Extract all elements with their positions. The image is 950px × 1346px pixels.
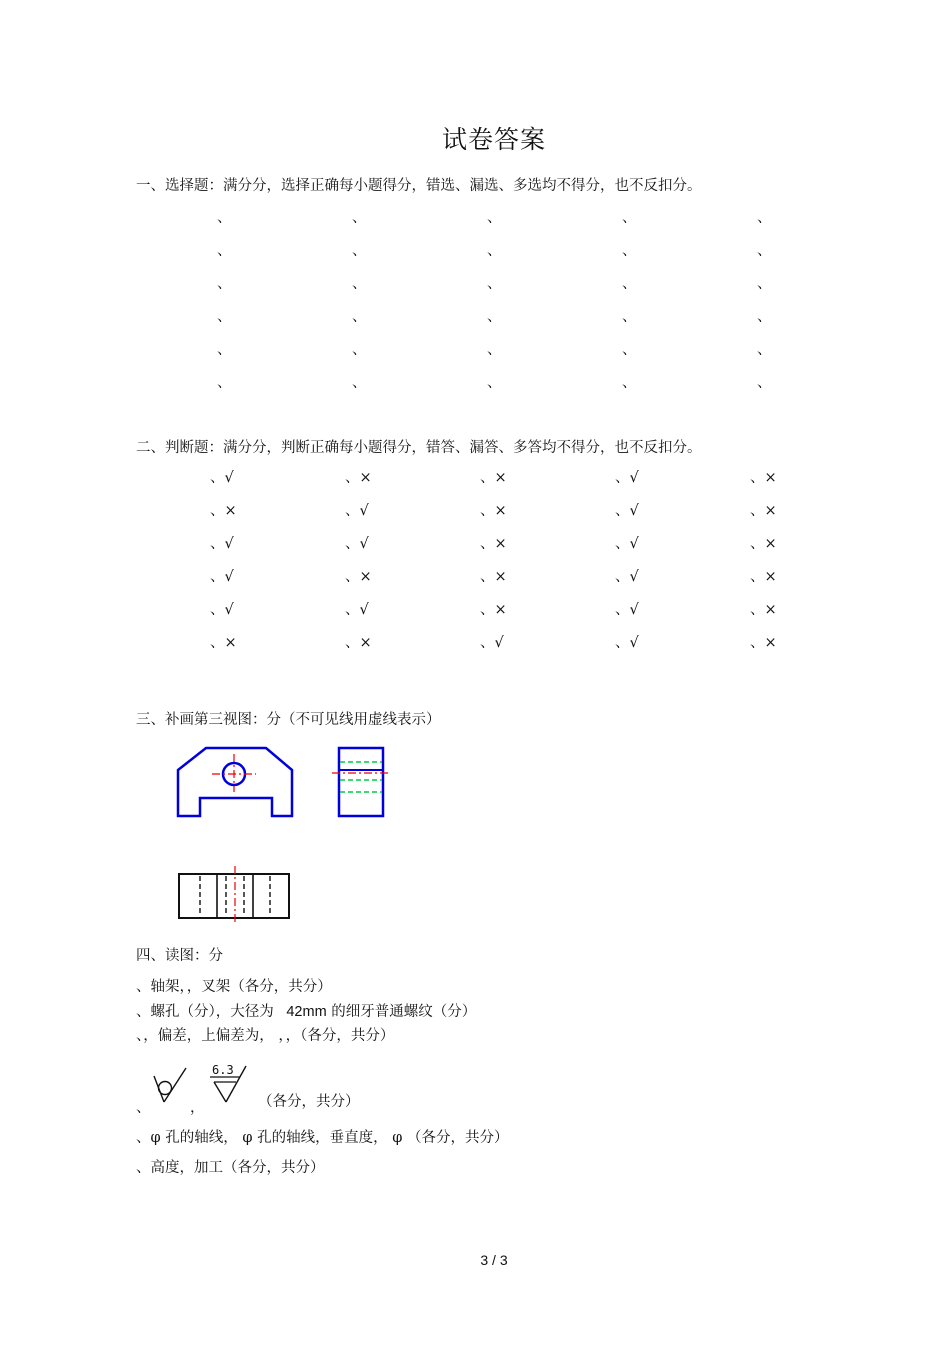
- line2-text-c: 的细牙普通螺纹（分）: [331, 1004, 477, 1020]
- section1-row: [0, 272, 950, 292]
- section2-answer-cell: 、×: [750, 569, 777, 585]
- section1-answer-cell: 、: [487, 210, 502, 226]
- section2-row: [0, 499, 950, 519]
- section2-answer-cell: 、×: [480, 536, 507, 552]
- section2-answer-cell: 、√: [345, 602, 369, 618]
- section1-answer-cell: 、: [757, 375, 772, 391]
- section2-answer-cell: 、√: [210, 569, 234, 585]
- section1-answer-cell: 、: [217, 210, 232, 226]
- section2-answer-cell: 、×: [750, 503, 777, 519]
- section2-answer-cell: 、×: [210, 635, 237, 651]
- page-title: 试卷答案: [441, 125, 546, 154]
- section4-line-6: 、高度，加工（各分，共分）: [136, 1160, 325, 1176]
- section1-answer-cell: 、: [217, 309, 232, 325]
- section1-answer-cell: 、: [622, 276, 637, 292]
- section2-answer-cell: 、×: [750, 536, 777, 552]
- section1-answer-cell: 、: [622, 342, 637, 358]
- section1-answer-cell: 、: [352, 276, 367, 292]
- section1-answer-cell: 、: [487, 243, 502, 259]
- section1-answer-cell: 、: [352, 210, 367, 226]
- section4-line-4b: ，: [190, 1100, 205, 1116]
- side-view-outline: [339, 748, 383, 816]
- section1-row: [0, 239, 950, 259]
- section2-heading: 二、判断题：满分分，判断正确每小题得分，错答、漏答、多答均不得分，也不反扣分。: [136, 440, 702, 456]
- section2-answer-cell: 、√: [615, 602, 639, 618]
- section1-row: [0, 305, 950, 325]
- section1-answer-cell: 、: [352, 375, 367, 391]
- section1-answer-cell: 、: [757, 342, 772, 358]
- page-number: 3 / 3: [480, 1252, 508, 1268]
- section4-line-2: [136, 1000, 476, 1021]
- section2-answer-cell: 、√: [210, 536, 234, 552]
- section1-answer-cell: 、: [622, 309, 637, 325]
- section2-answer-cell: 、√: [615, 635, 639, 651]
- section2-answer-cell: 、√: [345, 503, 369, 519]
- section2-answer-cell: 、×: [750, 470, 777, 486]
- section1-answer-cell: 、: [487, 276, 502, 292]
- section4-line-1: 、轴架，，叉架（各分，共分）: [136, 979, 332, 995]
- roughness-value-label: 6.3: [212, 1063, 234, 1077]
- section2-row: [0, 598, 950, 618]
- section2-answer-cell: 、√: [615, 569, 639, 585]
- section1-answer-cell: 、: [217, 375, 232, 391]
- section1-answer-cell: 、: [757, 243, 772, 259]
- section2-answer-cell: 、√: [480, 635, 504, 651]
- section1-row: [0, 206, 950, 226]
- section4-line-4c: （各分，共分）: [258, 1094, 360, 1110]
- section2-answer-cell: 、√: [210, 470, 234, 486]
- section2-answer-cell: 、√: [210, 602, 234, 618]
- section2-answer-cell: 、×: [750, 635, 777, 651]
- section1-answer-cell: 、: [757, 210, 772, 226]
- section3-heading: 三、补画第三视图：分（不可见线用虚线表示）: [136, 712, 441, 728]
- line2-thread-size: 42mm: [286, 1004, 327, 1020]
- section1-answer-cell: 、: [487, 375, 502, 391]
- section1-answer-cell: 、: [622, 243, 637, 259]
- section1-row: [0, 338, 950, 358]
- section2-answer-cell: 、×: [345, 470, 372, 486]
- section2-answer-cell: 、×: [480, 569, 507, 585]
- section4-line-3: 、，偏差，上偏差为， ，，（各分，共分）: [136, 1028, 395, 1044]
- surface-roughness-unmachined-icon: [150, 1066, 192, 1106]
- section1-answer-cell: 、: [352, 342, 367, 358]
- front-view-drawing: [176, 746, 296, 820]
- section2-answer-cell: 、√: [615, 470, 639, 486]
- section2-answer-cell: 、×: [480, 503, 507, 519]
- section2-answer-cell: 、√: [615, 536, 639, 552]
- section1-answer-cell: 、: [352, 309, 367, 325]
- section1-answer-cell: 、: [217, 276, 232, 292]
- section1-answer-cell: 、: [487, 309, 502, 325]
- section1-answer-cell: 、: [757, 309, 772, 325]
- top-view-drawing: [176, 864, 296, 924]
- section4-heading: 四、读图：分: [136, 948, 223, 964]
- line2-text-a: 、螺孔（分），大径为: [136, 1004, 274, 1020]
- section2-answer-cell: 、√: [345, 536, 369, 552]
- section2-answer-cell: 、×: [345, 569, 372, 585]
- top-view-outline: [179, 874, 289, 918]
- section1-answer-cell: 、: [352, 243, 367, 259]
- section4-line-5: 、φ 孔的轴线， φ 孔的轴线，垂直度， φ （各分，共分）: [136, 1130, 509, 1146]
- section2-row: [0, 565, 950, 585]
- section1-answer-cell: 、: [487, 342, 502, 358]
- section2-answer-cell: 、×: [480, 470, 507, 486]
- section2-answer-cell: 、×: [480, 602, 507, 618]
- section1-answer-cell: 、: [622, 375, 637, 391]
- section4-line-4a: 、: [136, 1100, 151, 1116]
- section1-answer-cell: 、: [757, 276, 772, 292]
- section2-answer-cell: 、√: [615, 503, 639, 519]
- section2-answer-cell: 、×: [210, 503, 237, 519]
- section2-answer-cell: 、×: [750, 602, 777, 618]
- section1-answer-cell: 、: [217, 243, 232, 259]
- section1-answer-cell: 、: [217, 342, 232, 358]
- front-view-outline: [178, 748, 292, 816]
- section2-row: [0, 466, 950, 486]
- section1-heading: 一、选择题：满分分，选择正确每小题得分，错选、漏选、多选均不得分，也不反扣分。: [136, 178, 702, 194]
- section2-answer-cell: 、×: [345, 635, 372, 651]
- section2-row: [0, 532, 950, 552]
- surface-roughness-machined-icon: [206, 1060, 254, 1106]
- section1-row: [0, 371, 950, 391]
- side-view-drawing: [330, 746, 392, 820]
- section2-row: [0, 631, 950, 651]
- section1-answer-cell: 、: [622, 210, 637, 226]
